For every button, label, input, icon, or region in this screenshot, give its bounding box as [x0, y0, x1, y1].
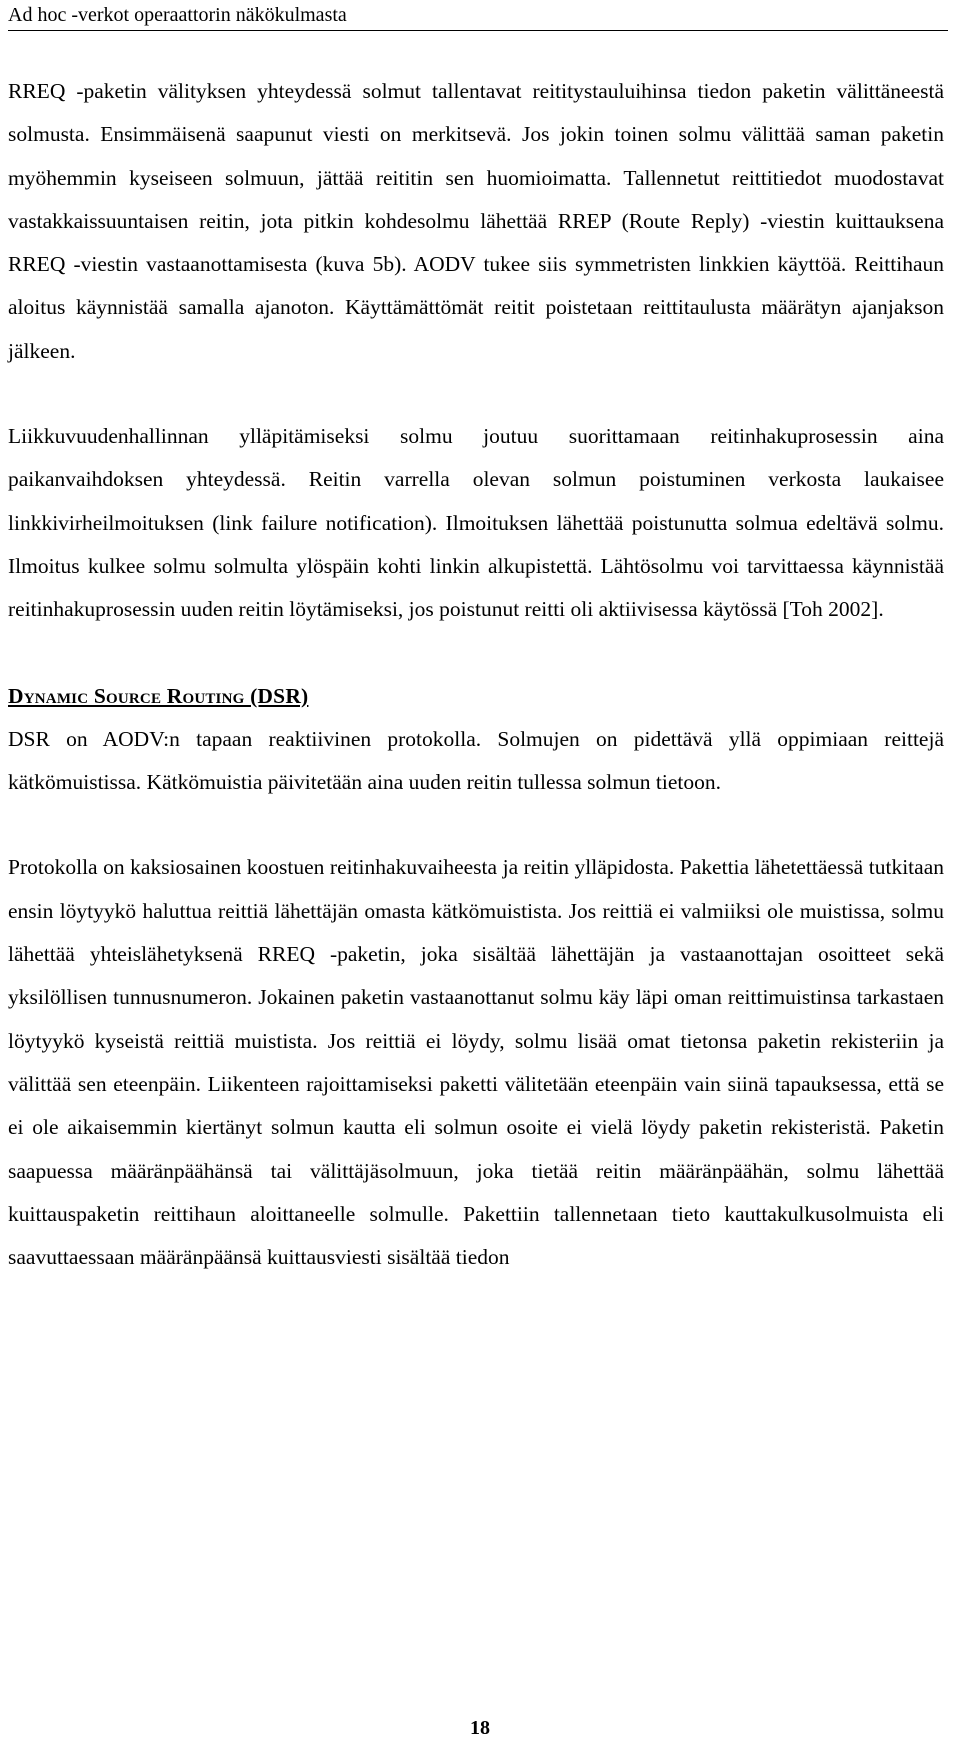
paragraph-mobility-management: Liikkuvuudenhallinnan ylläpitämiseksi solmu joutuu suorittamaan reitinhakuprosessin aina paikanvaihdoksen yhteydessä. Reitin varrella olevan solmun poistuminen verkosta laukaisee linkkivirheilmoituksen (link failure notification). Ilmoituksen lähettää poistunutta solmua edeltävä solmu. Ilmoitus kulkee solmu solmulta ylöspäin kohti linkin alkupistettä. Lähtösolmu voi tarvittaessa käynnistää reitinhakuprosessin uuden reitin löytämiseksi, jos poistunut reitti oli aktiivisessa käytössä [Toh 2002]. — [8, 424, 944, 622]
paragraph-dsr-protocol: Protokolla on kaksiosainen koostuen reitinhakuvaiheesta ja reitin ylläpidosta. Pakettia lähetettäessä tutkitaan ensin löytyykö haluttua reittiä lähettäjän omasta kätkömuistista. Jos reittiä ei valmiiksi ole muistissa, solmu lähettää yhteislähetyksenä RREQ -paketin, joka sisältää lähettäjän ja vastaanottajan osoitteet sekä yksilöllisen tunnusnumeron. Jokainen paketin vastaanottanut solmu käy läpi oman reittimuistinsa tarkastaen löytyykö kyseistä reittiä muistista. Jos reittiä ei löydy, solmu lisää omat tietonsa paketin rekisteriin ja välittää sen eteenpäin. Liikenteen rajoittamiseksi paketti välitetään eteenpäin vain siinä tapauksessa, että se ei ole aikaisemmin kiertänyt solmun kautta eli solmun osoite ei vielä löydy paketin rekisteristä. Paketin saapuessa määränpäähänsä tai välittäjäsolmuun, joka tietää reitin määränpäähän, solmu lähettää kuittauspaketin reittihaun aloittaneelle solmulle. Pakettiin tallennetaan tieto kauttakulkusolmuista eli saavuttaessaan määränpäänsä kuittausviesti sisältää tiedon — [8, 855, 944, 1270]
running-title: Ad hoc -verkot operaattorin näkökulmasta — [8, 4, 347, 26]
page-body — [8, 70, 944, 1279]
page-number: 18 — [470, 1717, 490, 1739]
paragraph-dsr-intro: DSR on AODV:n tapaan reaktiivinen protokolla. Solmujen on pidettävä yllä oppimiaan reittejä kätkömuistissa. Kätkömuistia päivitetään aina uuden reitin tullessa solmun tietoon. — [8, 726, 944, 795]
paragraph-rreq-forwarding: RREQ -paketin välityksen yhteydessä solmut tallentavat reititystauluihinsa tiedon paketin välittäneestä solmusta. Ensimmäisenä saapunut viesti on merkitsevä. Jos jokin toinen solmu välittää saman paketin myöhemmin kyseiseen solmuun, jättää reititin sen huomioimatta. Tallennetut reittitiedot muodostavat vastakkaissuuntaisen reitin, jota pitkin kohdesolmu lähettää RREP (Route Reply) -viestin kuittauksena RREQ -viestin vastaanottamisesta (kuva 5b). AODV tukee siis symmetristen linkkien käyttöä. Reittihaun aloitus käynnistää samalla ajanoton. Käyttämättömät reitit poistetaan reittitaulusta määrätyn ajanjakson jälkeen. — [8, 79, 944, 363]
running-header — [8, 2, 948, 31]
section-heading-dsr: Dynamic Source Routing (DSR) — [8, 683, 309, 708]
